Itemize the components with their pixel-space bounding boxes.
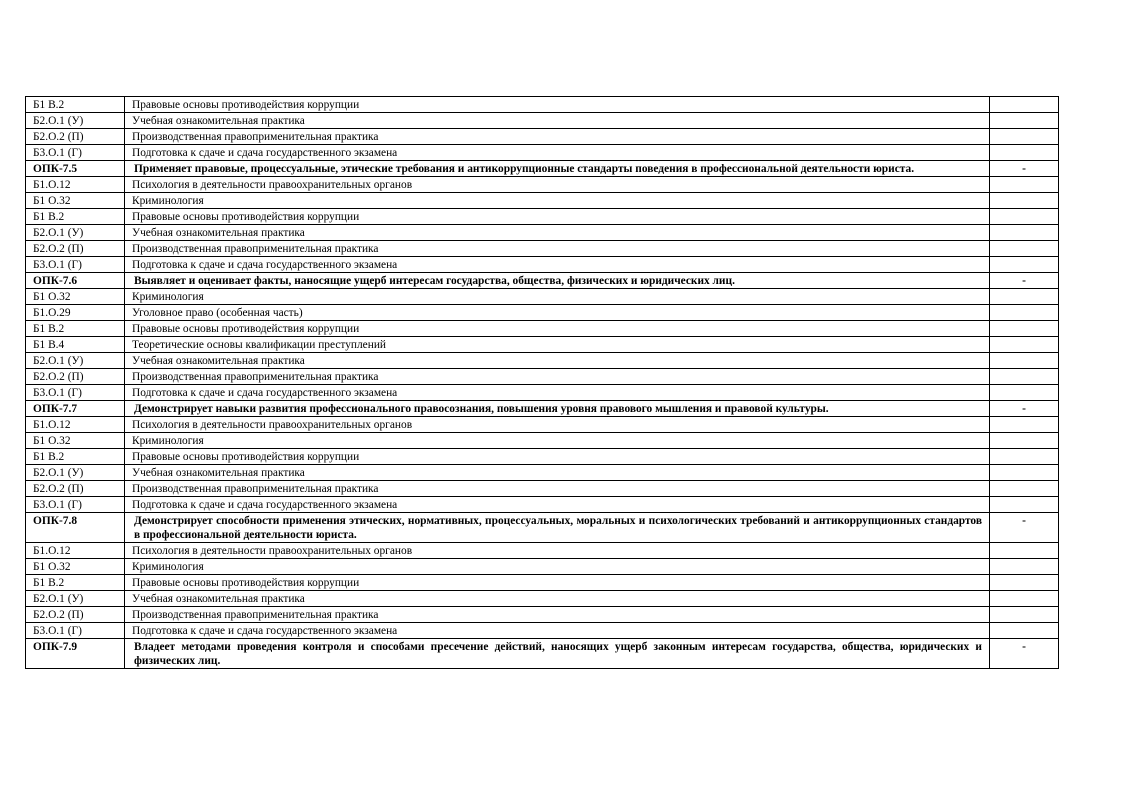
discipline-code: Б2.О.2 (П) xyxy=(26,241,125,257)
discipline-mark xyxy=(990,209,1059,225)
discipline-row xyxy=(26,113,1059,129)
discipline-row xyxy=(26,97,1059,113)
discipline-row xyxy=(26,417,1059,433)
discipline-mark xyxy=(990,417,1059,433)
discipline-row xyxy=(26,575,1059,591)
discipline-mark xyxy=(990,369,1059,385)
discipline-mark xyxy=(990,225,1059,241)
competency-table-body xyxy=(26,97,1059,669)
discipline-row xyxy=(26,289,1059,305)
discipline-row xyxy=(26,353,1059,369)
discipline-row xyxy=(26,449,1059,465)
discipline-code: Б3.О.1 (Г) xyxy=(26,257,125,273)
discipline-name: Подготовка к сдаче и сдача государственного экзамена xyxy=(125,257,990,273)
discipline-row xyxy=(26,497,1059,513)
discipline-name: Учебная ознакомительная практика xyxy=(125,225,990,241)
discipline-row xyxy=(26,177,1059,193)
discipline-mark xyxy=(990,193,1059,209)
discipline-code: Б3.О.1 (Г) xyxy=(26,145,125,161)
discipline-row xyxy=(26,129,1059,145)
discipline-code: Б2.О.1 (У) xyxy=(26,465,125,481)
discipline-code: Б1 В.2 xyxy=(26,97,125,113)
discipline-mark xyxy=(990,623,1059,639)
discipline-name: Подготовка к сдаче и сдача государственного экзамена xyxy=(125,385,990,401)
discipline-name: Производственная правоприменительная практика xyxy=(125,369,990,385)
discipline-code: Б1.О.29 xyxy=(26,305,125,321)
discipline-mark xyxy=(990,289,1059,305)
discipline-mark xyxy=(990,337,1059,353)
competency-header-row xyxy=(26,513,1059,543)
discipline-code: Б1 О.32 xyxy=(26,289,125,305)
competency-header-row xyxy=(26,273,1059,289)
discipline-name: Психология в деятельности правоохранительных органов xyxy=(125,417,990,433)
competency-description: Выявляет и оценивает факты, наносящие ущерб интересам государства, общества, физических и юридических лиц. xyxy=(125,273,990,289)
discipline-row xyxy=(26,481,1059,497)
discipline-row xyxy=(26,321,1059,337)
discipline-mark xyxy=(990,497,1059,513)
discipline-mark xyxy=(990,543,1059,559)
discipline-row xyxy=(26,257,1059,273)
competency-header-row xyxy=(26,639,1059,669)
discipline-name: Подготовка к сдаче и сдача государственного экзамена xyxy=(125,623,990,639)
discipline-code: Б2.О.1 (У) xyxy=(26,113,125,129)
discipline-row xyxy=(26,559,1059,575)
discipline-code: Б2.О.2 (П) xyxy=(26,607,125,623)
discipline-name: Производственная правоприменительная практика xyxy=(125,607,990,623)
discipline-name: Правовые основы противодействия коррупции xyxy=(125,321,990,337)
discipline-name: Подготовка к сдаче и сдача государственного экзамена xyxy=(125,497,990,513)
discipline-mark xyxy=(990,559,1059,575)
discipline-code: Б1 В.2 xyxy=(26,575,125,591)
discipline-row xyxy=(26,241,1059,257)
discipline-code: Б1 В.2 xyxy=(26,209,125,225)
competency-code: ОПК-7.8 xyxy=(26,513,125,543)
discipline-row xyxy=(26,369,1059,385)
discipline-name: Криминология xyxy=(125,433,990,449)
competency-mark: - xyxy=(990,513,1059,543)
competency-description: Демонстрирует навыки развития профессионального правосознания, повышения уровня правового мышления и правовой культуры. xyxy=(125,401,990,417)
discipline-name: Правовые основы противодействия коррупции xyxy=(125,97,990,113)
discipline-code: Б1 О.32 xyxy=(26,559,125,575)
discipline-code: Б1.О.12 xyxy=(26,417,125,433)
discipline-mark xyxy=(990,433,1059,449)
discipline-code: Б1 О.32 xyxy=(26,193,125,209)
discipline-mark xyxy=(990,177,1059,193)
competency-mark: - xyxy=(990,273,1059,289)
discipline-mark xyxy=(990,321,1059,337)
discipline-mark xyxy=(990,129,1059,145)
discipline-code: Б2.О.1 (У) xyxy=(26,591,125,607)
discipline-name: Учебная ознакомительная практика xyxy=(125,591,990,607)
discipline-code: Б1 В.2 xyxy=(26,449,125,465)
discipline-mark xyxy=(990,305,1059,321)
competency-code: ОПК-7.7 xyxy=(26,401,125,417)
discipline-mark xyxy=(990,465,1059,481)
discipline-code: Б1.О.12 xyxy=(26,177,125,193)
discipline-name: Правовые основы противодействия коррупции xyxy=(125,449,990,465)
discipline-mark xyxy=(990,575,1059,591)
discipline-row xyxy=(26,385,1059,401)
discipline-name: Производственная правоприменительная практика xyxy=(125,241,990,257)
competency-mark: - xyxy=(990,639,1059,669)
discipline-row xyxy=(26,465,1059,481)
discipline-row xyxy=(26,145,1059,161)
discipline-code: Б3.О.1 (Г) xyxy=(26,623,125,639)
discipline-name: Учебная ознакомительная практика xyxy=(125,465,990,481)
competency-description: Владеет методами проведения контроля и способами пресечение действий, наносящих ущерб законным интересам государства, общества, юридических и физических лиц. xyxy=(125,639,990,669)
discipline-code: Б2.О.2 (П) xyxy=(26,129,125,145)
competency-mark: - xyxy=(990,161,1059,177)
discipline-mark xyxy=(990,385,1059,401)
discipline-mark xyxy=(990,145,1059,161)
discipline-name: Уголовное право (особенная часть) xyxy=(125,305,990,321)
discipline-code: Б3.О.1 (Г) xyxy=(26,497,125,513)
competency-description: Демонстрирует способности применения этических, нормативных, процессуальных, моральных и психологических требований и антикоррупционных стандартов в профессиональной деятельности юриста. xyxy=(125,513,990,543)
discipline-row xyxy=(26,607,1059,623)
discipline-code: Б2.О.2 (П) xyxy=(26,369,125,385)
competency-header-row xyxy=(26,401,1059,417)
discipline-name: Производственная правоприменительная практика xyxy=(125,481,990,497)
discipline-mark xyxy=(990,449,1059,465)
competency-code: ОПК-7.5 xyxy=(26,161,125,177)
discipline-mark xyxy=(990,481,1059,497)
discipline-name: Производственная правоприменительная практика xyxy=(125,129,990,145)
competency-code: ОПК-7.6 xyxy=(26,273,125,289)
discipline-row xyxy=(26,193,1059,209)
competency-code: ОПК-7.9 xyxy=(26,639,125,669)
discipline-code: Б2.О.1 (У) xyxy=(26,353,125,369)
discipline-name: Правовые основы противодействия коррупции xyxy=(125,575,990,591)
discipline-name: Теоретические основы квалификации преступлений xyxy=(125,337,990,353)
discipline-code: Б2.О.2 (П) xyxy=(26,481,125,497)
discipline-mark xyxy=(990,113,1059,129)
competency-table xyxy=(25,96,1059,669)
discipline-row xyxy=(26,225,1059,241)
discipline-name: Криминология xyxy=(125,289,990,305)
discipline-name: Подготовка к сдаче и сдача государственного экзамена xyxy=(125,145,990,161)
discipline-code: Б1 О.32 xyxy=(26,433,125,449)
discipline-row xyxy=(26,305,1059,321)
discipline-mark xyxy=(990,97,1059,113)
competency-mark: - xyxy=(990,401,1059,417)
discipline-row xyxy=(26,543,1059,559)
discipline-mark xyxy=(990,241,1059,257)
discipline-row xyxy=(26,433,1059,449)
discipline-code: Б2.О.1 (У) xyxy=(26,225,125,241)
discipline-name: Криминология xyxy=(125,559,990,575)
discipline-row xyxy=(26,209,1059,225)
discipline-mark xyxy=(990,607,1059,623)
discipline-name: Учебная ознакомительная практика xyxy=(125,353,990,369)
discipline-mark xyxy=(990,353,1059,369)
discipline-code: Б1 В.2 xyxy=(26,321,125,337)
discipline-row xyxy=(26,337,1059,353)
discipline-name: Правовые основы противодействия коррупции xyxy=(125,209,990,225)
discipline-row xyxy=(26,591,1059,607)
competency-header-row xyxy=(26,161,1059,177)
discipline-code: Б1.О.12 xyxy=(26,543,125,559)
discipline-code: Б1 В.4 xyxy=(26,337,125,353)
discipline-name: Криминология xyxy=(125,193,990,209)
discipline-mark xyxy=(990,591,1059,607)
discipline-row xyxy=(26,623,1059,639)
discipline-name: Учебная ознакомительная практика xyxy=(125,113,990,129)
discipline-code: Б3.О.1 (Г) xyxy=(26,385,125,401)
competency-description: Применяет правовые, процессуальные, этические требования и антикоррупционные стандарты поведения в профессиональной деятельности юриста. xyxy=(125,161,990,177)
discipline-mark xyxy=(990,257,1059,273)
discipline-name: Психология в деятельности правоохранительных органов xyxy=(125,177,990,193)
discipline-name: Психология в деятельности правоохранительных органов xyxy=(125,543,990,559)
